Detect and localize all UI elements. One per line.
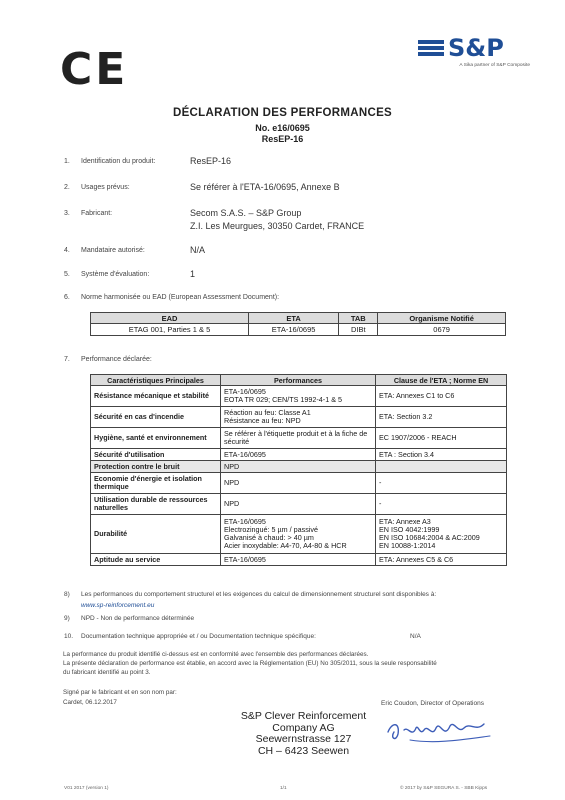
table-cell: [376, 461, 507, 473]
table-row: [91, 449, 507, 461]
item-number: 6.: [64, 294, 70, 301]
item-number: 1.: [64, 158, 70, 165]
table-cell: -: [376, 494, 507, 515]
item-value: Se référer à l'ETA-16/0695, Annexe B: [190, 182, 340, 192]
table-cell: Hygiène, santé et environnement: [91, 428, 221, 449]
table-cell: NPD: [221, 461, 376, 473]
table-cell: ETA-16/0695: [248, 324, 338, 336]
ead-table: [90, 312, 506, 336]
table-header-row: [91, 313, 506, 324]
table-cell: DIBt: [339, 324, 378, 336]
column-header: Organisme Notifié: [378, 313, 506, 324]
item-label: Norme harmonisée ou EAD (European Assessment Document):: [81, 294, 280, 301]
logo-bars-icon: [418, 40, 444, 56]
table-row: [91, 461, 507, 473]
item-value: Secom S.A.S. – S&P Group: [190, 208, 302, 218]
table-cell: EC 1907/2006 - REACH: [376, 428, 507, 449]
table-cell: Réaction au feu: Classe A1 Résistance au feu: NPD: [221, 407, 376, 428]
table-cell: ETA: Annexes C1 to C6: [376, 386, 507, 407]
column-header: Performances: [221, 375, 376, 386]
table-cell: Durabilité: [91, 515, 221, 554]
table-cell: ETA-16/0695 Electrozingué: 5 µm / passivé Galvanisé à chaud: > 40 µm Acier inoxydable: A4-70, A4-80 & HCR: [221, 515, 376, 554]
table-cell: Protection contre le bruit: [91, 461, 221, 473]
note-number: 9): [64, 615, 70, 622]
table-cell: ETA-16/0695: [221, 554, 376, 566]
table-cell: -: [376, 473, 507, 494]
signed-by-label: Signé par le fabricant et en son nom par:: [63, 689, 177, 696]
table-cell: Sécurité d'utilisation: [91, 449, 221, 461]
note-number: 8): [64, 591, 70, 598]
table-row: [91, 386, 507, 407]
table-cell: ETAG 001, Parties 1 & 5: [91, 324, 249, 336]
stamp-line: Seewernstrasse 127: [255, 733, 352, 745]
table-cell: ETA-16/0695: [221, 449, 376, 461]
stamp-line: Company AG: [272, 721, 335, 734]
footer-copyright: © 2017 by S&P SEGURA S. - SBB Kipps: [400, 786, 488, 791]
table-row: [91, 494, 507, 515]
company-logo: [418, 36, 530, 68]
item-value-address: Z.I. Les Meurgues, 30350 Cardet, FRANCE: [190, 221, 365, 231]
performance-table: [90, 374, 507, 566]
column-header: ETA: [248, 313, 338, 324]
conformity-statement: La performance du produit identifié ci-dessus est en conformité avec l'ensemble des performances déclarées.: [63, 651, 369, 658]
note-text: NPD - Non de performance déterminée: [81, 615, 195, 622]
table-row: [91, 428, 507, 449]
column-header: Caractéristiques Principales: [91, 375, 221, 386]
item-number: 2.: [64, 184, 70, 191]
item-number: 7.: [64, 356, 70, 363]
table-cell: ETA: Section 3.2: [376, 407, 507, 428]
column-header: Clause de l'ETA ; Norme EN: [376, 375, 507, 386]
item-value: ResEP-16: [190, 156, 232, 166]
table-cell: Economie d'énergie et isolation thermique: [91, 473, 221, 494]
note-text: Documentation technique appropriée et / ou Documentation technique spécifique:: [81, 633, 316, 640]
table-row: [91, 515, 507, 554]
logo-text: S&P: [448, 34, 504, 62]
item-value: 1: [190, 269, 196, 279]
responsibility-statement-cont: du fabricant identifié au point 3.: [63, 669, 151, 676]
item-label: Usages prévus:: [81, 184, 130, 191]
table-cell: NPD: [221, 494, 376, 515]
table-row: [91, 407, 507, 428]
logo-tagline: A Sika partner of S&P Composite: [459, 63, 530, 68]
table-cell: ETA-16/0695 EOTA TR 029; CEN/TS 1992-4-1 & 5: [221, 386, 376, 407]
document-number: No. e16/0695: [255, 123, 310, 133]
stamp-line: S&P Clever Reinforcement: [240, 710, 367, 722]
table-cell: Aptitude au service: [91, 554, 221, 566]
item-label: Performance déclarée:: [81, 356, 152, 363]
table-cell: ETA : Section 3.4: [376, 449, 507, 461]
responsibility-statement: La présente déclaration de performance est établie, en accord avec la Réglementation (EU) No 305/2011, sous la seule responsabilité: [63, 660, 437, 667]
item-number: 5.: [64, 271, 70, 278]
table-cell: Résistance mécanique et stabilité: [91, 386, 221, 407]
table-header-row: [91, 375, 507, 386]
ce-mark: CE: [60, 44, 129, 95]
signatory-name: Eric Coudon, Director of Operations: [381, 700, 484, 707]
item-label: Système d'évaluation:: [81, 271, 150, 278]
table-cell: 0679: [378, 324, 506, 336]
table-cell: NPD: [221, 473, 376, 494]
table-row: [91, 554, 507, 566]
item-label: Fabricant:: [81, 210, 113, 217]
website-link[interactable]: www.sp-reinforcement.eu: [81, 602, 155, 609]
note-value: N/A: [410, 633, 421, 640]
stamp-line: CH – 6423 Seewen: [257, 744, 350, 757]
column-header: EAD: [91, 313, 249, 324]
table-cell: Se référer à l'étiquette produit et à la fiche de sécurité: [221, 428, 376, 449]
note-number: 10.: [64, 633, 74, 640]
item-number: 3.: [64, 210, 70, 217]
product-name: ResEP-16: [261, 134, 304, 144]
place-date: Cardet, 06.12.2017: [63, 699, 117, 706]
item-label: Mandataire autorisé:: [81, 247, 145, 254]
column-header: TAB: [339, 313, 378, 324]
table-row: [91, 473, 507, 494]
note-text: Les performances du comportement structurel et les exigences du calcul de dimensionnement structurel sont disponibles à:: [81, 591, 437, 598]
page-number: 1/1: [280, 786, 287, 791]
item-number: 4.: [64, 247, 70, 254]
document-title: DÉCLARATION DES PERFORMANCES: [172, 107, 393, 119]
table-cell: ETA: Annexe A3 EN ISO 4042:1999 EN ISO 10684:2004 & AC:2009 EN 10088-1:2014: [376, 515, 507, 554]
footer-version: V01 2017 (version 1): [64, 786, 109, 791]
table-cell: Utilisation durable de ressources naturelles: [91, 494, 221, 515]
table-cell: Sécurité en cas d'incendie: [91, 407, 221, 428]
table-cell: ETA: Annexes C5 & C6: [376, 554, 507, 566]
item-value: N/A: [190, 245, 206, 255]
company-stamp: [0, 711, 565, 757]
table-row: [91, 324, 506, 336]
item-label: Identification du produit:: [81, 158, 156, 165]
